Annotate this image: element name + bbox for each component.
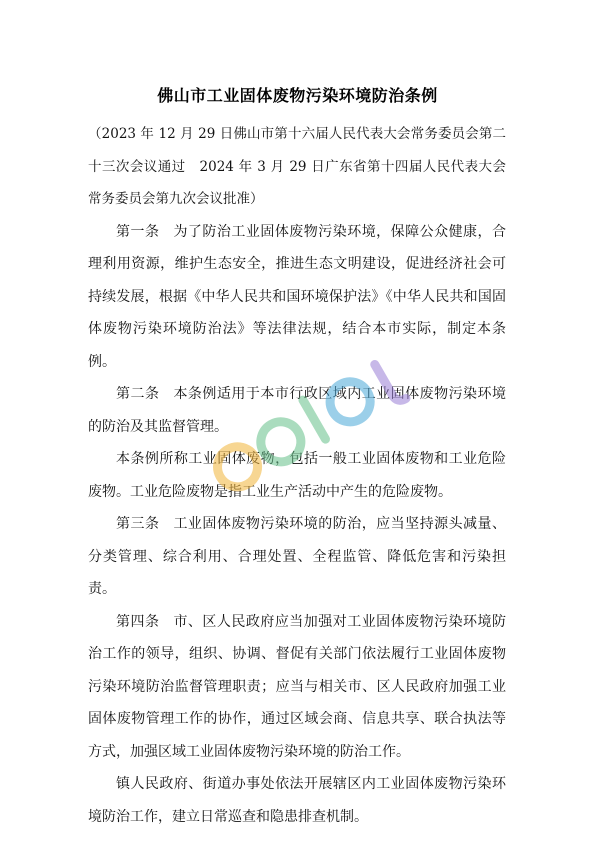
article-text: 工业固体废物污染环境的防治，应当坚持源头减量、分类管理、综合利用、合理处置、全程监管、降低危害和污染担责。	[88, 516, 507, 597]
article-label: 第三条	[116, 516, 160, 532]
article-text: 市、区人民政府应当加强对工业固体废物污染环境防治工作的领导，组织、协调、督促有关部门依法履行工业固体废物污染环境防治监督管理职责；应当与相关市、区人民政府加强工业固体废物管理工作的协作，通过区域会商、信息共享、联合执法等方式，加强区域工业固体废物污染环境的防治工作。	[88, 613, 507, 760]
article-paragraph	[88, 606, 506, 769]
article-paragraph	[88, 443, 506, 508]
article-label: 第二条	[116, 386, 160, 402]
adoption-note: （2023 年 12 月 29 日佛山市第十六届人民代表大会常务委员会第二十三次会议通过 2024 年 3 月 29 日广东省第十四届人民代表大会常务委员会第九次会议批准）	[88, 126, 506, 207]
document-body	[88, 118, 506, 833]
article-paragraph	[88, 508, 506, 606]
article-text: 为了防治工业固体废物污染环境，保障公众健康，合理利用资源，维护生态安全，推进生态文明建设，促进经济社会可持续发展，根据《中华人民共和国环境保护法》《中华人民共和国固体废物污染环境防治法》等法律法规，结合本市实际，制定本条例。	[88, 223, 507, 370]
article-text: 本条例所称工业固体废物，包括一般工业固体废物和工业危险废物。工业危险废物是指工业生产活动中产生的危险废物。	[88, 451, 506, 500]
page-title: 佛山市工业固体废物污染环境防治条例	[157, 86, 438, 105]
article-paragraph	[88, 768, 506, 833]
article-paragraph	[88, 378, 506, 443]
article-label: 第一条	[116, 223, 160, 240]
article-paragraph	[88, 216, 506, 379]
article-text: 镇人民政府、街道办事处依法开展辖区内工业固体废物污染环境防治工作，建立日常巡查和隐患排查机制。	[88, 776, 506, 825]
article-label: 第四条	[116, 613, 160, 630]
article-text: 本条例适用于本市行政区域内工业固体废物污染环境的防治及其监督管理。	[88, 386, 507, 435]
